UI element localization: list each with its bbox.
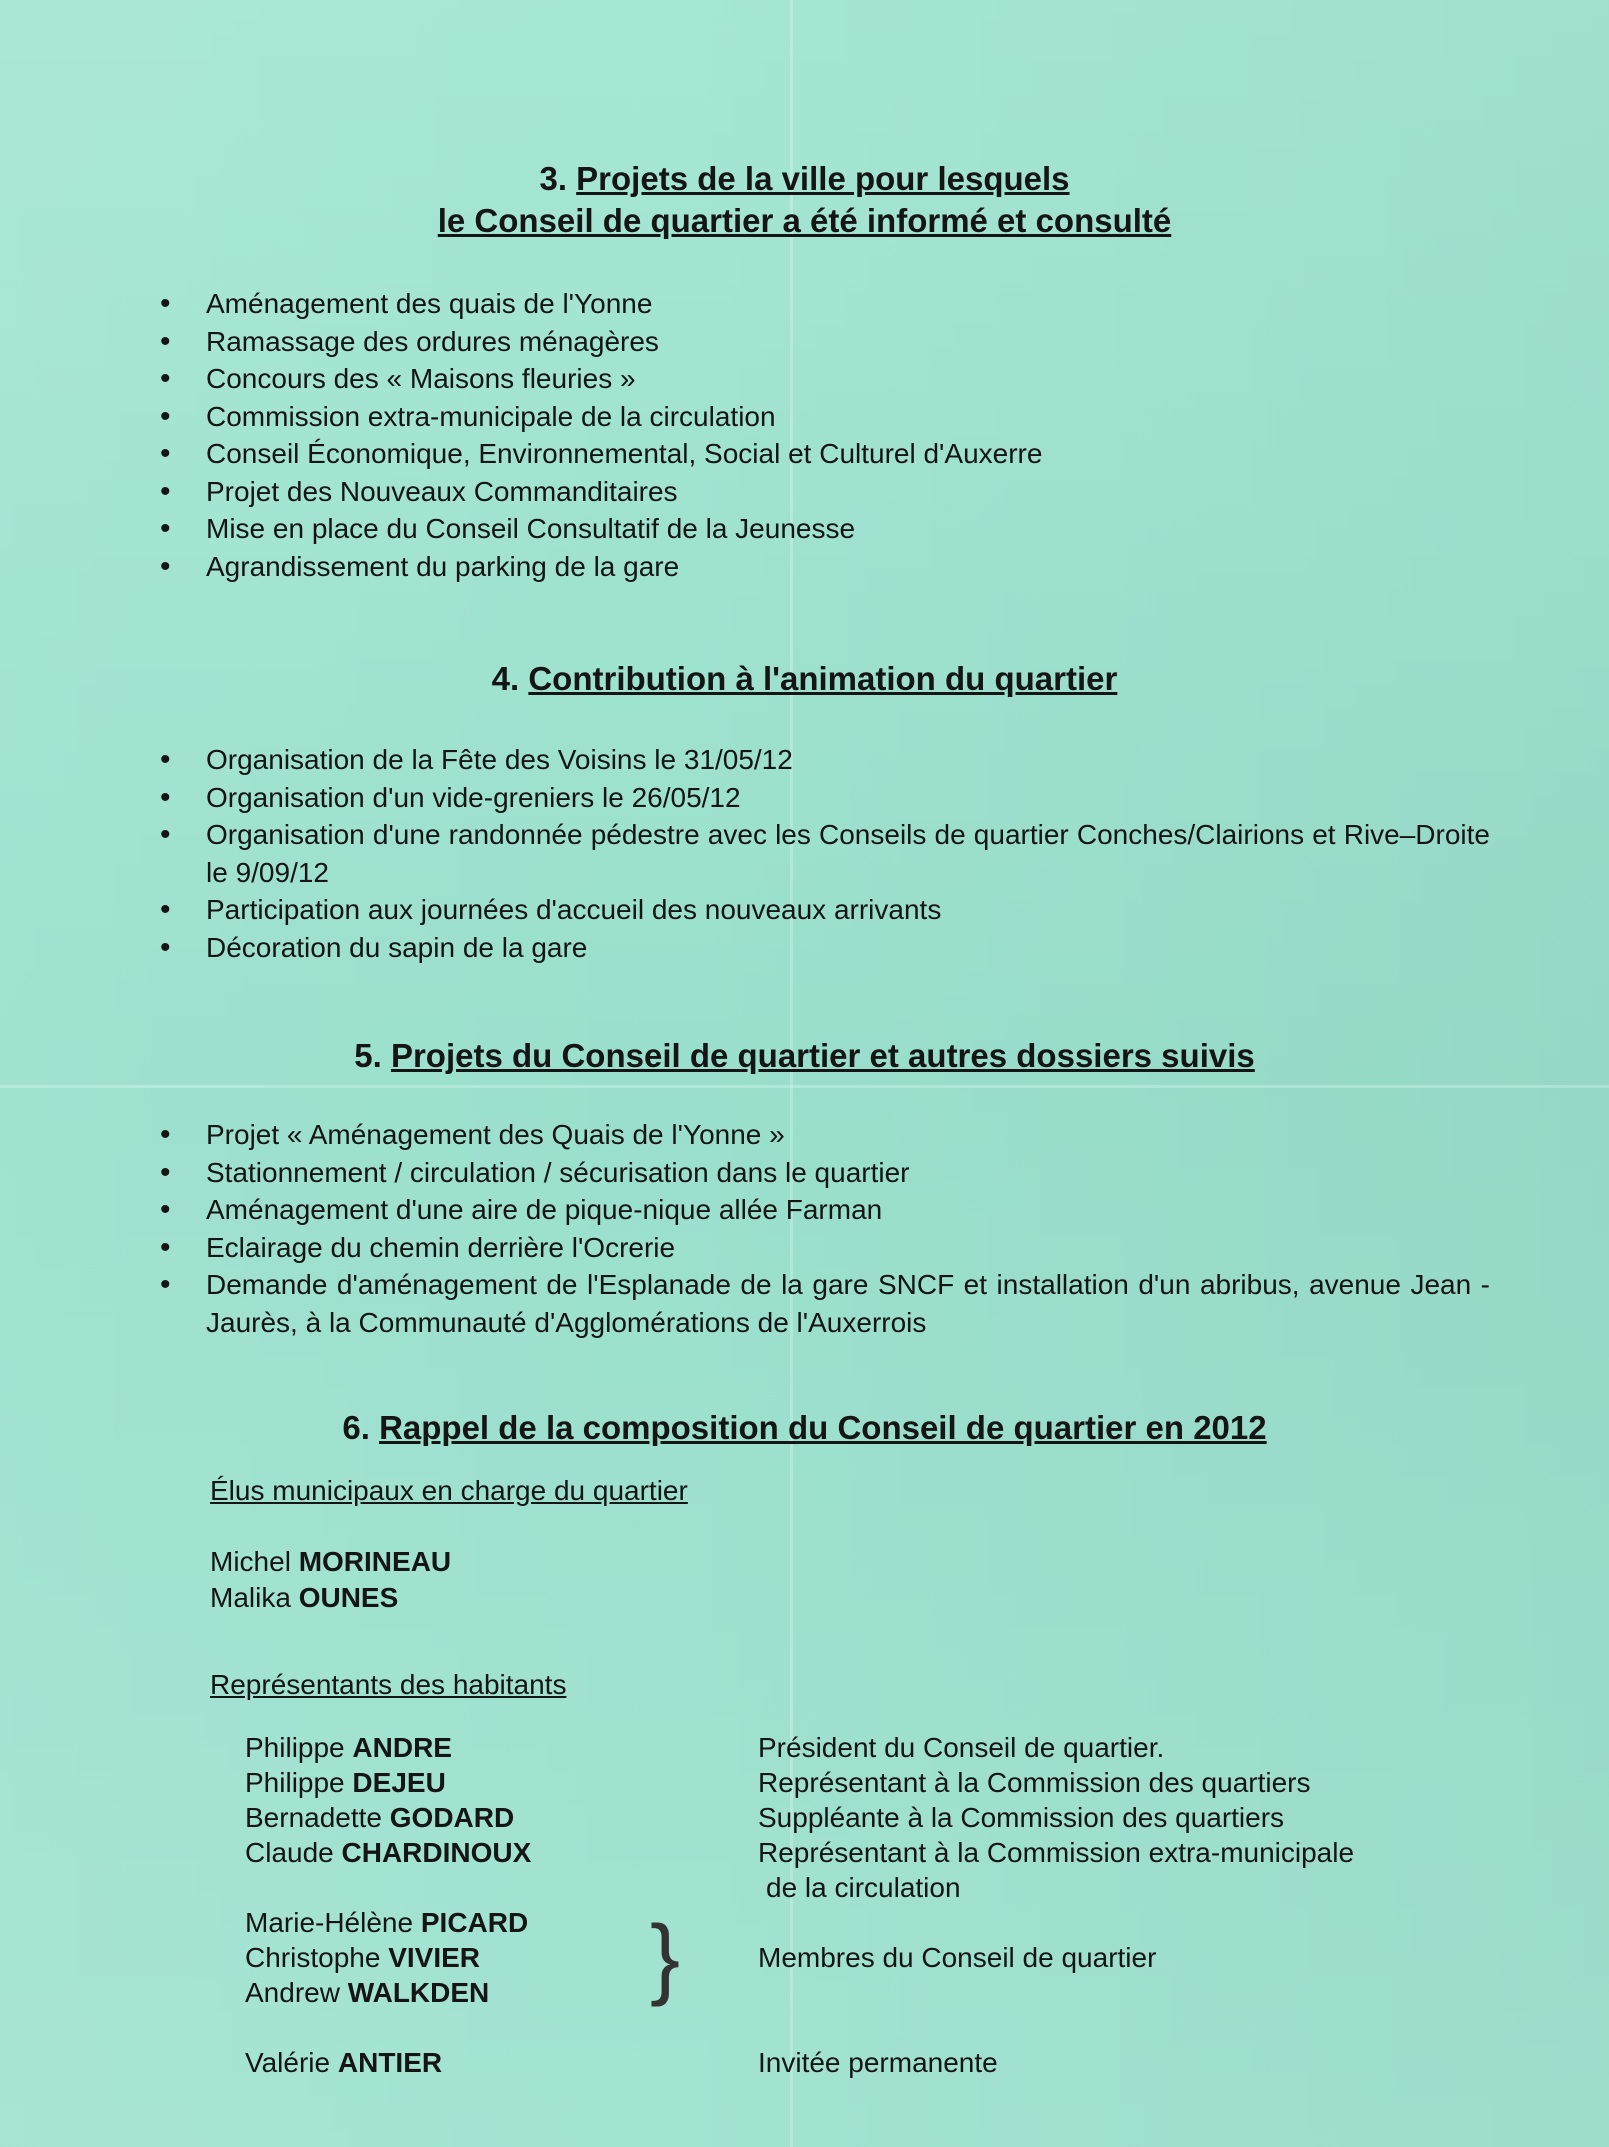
list-item: • Eclairage du chemin derrière l'Ocrerie bbox=[160, 1229, 1490, 1267]
section4-title bbox=[0, 658, 1609, 700]
invitee-role: Invitée permanente bbox=[758, 2047, 998, 2078]
list-item: • Projet des Nouveaux Commanditaires bbox=[160, 473, 1490, 511]
list-item: • Participation aux journées d'accueil des nouveaux arrivants bbox=[160, 891, 1490, 929]
list-item: • Organisation d'un vide-greniers le 26/05/12 bbox=[160, 779, 1490, 817]
representant-role-continued: de la circulation bbox=[766, 1872, 961, 1903]
section3-number: 3. bbox=[539, 160, 567, 197]
elu-name: Malika OUNES bbox=[210, 1582, 399, 1613]
section3-title-line2: le Conseil de quartier a été informé et consulté bbox=[437, 202, 1172, 239]
section4-title-text: Contribution à l'animation du quartier bbox=[528, 660, 1118, 697]
list-item: • Conseil Économique, Environnemental, Social et Culturel d'Auxerre bbox=[160, 435, 1490, 473]
section6-number: 6. bbox=[342, 1409, 370, 1446]
list-item: • Demande d'aménagement de l'Esplanade de la gare SNCF et installation d'un abribus, avenue Jean -Jaurès, à la Communauté d'Agglomérations de l'Auxerrois bbox=[160, 1266, 1490, 1341]
list-item: • Aménagement d'une aire de pique-nique allée Farman bbox=[160, 1191, 1490, 1229]
section5-number: 5. bbox=[354, 1037, 382, 1074]
list-item: • Organisation d'une randonnée pédestre avec les Conseils de quartier Conches/Clairions et Rive–Droite le 9/09/12 bbox=[160, 816, 1490, 891]
representant-name: Philippe ANDRE bbox=[245, 1732, 452, 1763]
list-item: • Décoration du sapin de la gare bbox=[160, 929, 1490, 967]
section3-title bbox=[0, 158, 1609, 200]
list-item: • Ramassage des ordures ménagères bbox=[160, 323, 1490, 361]
list-item: • Aménagement des quais de l'Yonne bbox=[160, 285, 1490, 323]
section6-title bbox=[0, 1407, 1609, 1449]
section4-list bbox=[160, 741, 1490, 966]
representant-name: Bernadette GODARD bbox=[245, 1802, 515, 1833]
list-item: • Concours des « Maisons fleuries » bbox=[160, 360, 1490, 398]
paper-fold-horizontal bbox=[0, 1085, 1609, 1088]
membre-name: Christophe VIVIER bbox=[245, 1942, 480, 1973]
list-item: • Projet « Aménagement des Quais de l'Yonne » bbox=[160, 1116, 1490, 1154]
list-item: • Stationnement / circulation / sécurisation dans le quartier bbox=[160, 1154, 1490, 1192]
section3-title-line1: Projets de la ville pour lesquels bbox=[576, 160, 1070, 197]
section6-title-text: Rappel de la composition du Conseil de quartier en 2012 bbox=[379, 1409, 1267, 1446]
section3-list bbox=[160, 285, 1490, 585]
representant-name: Claude CHARDINOUX bbox=[245, 1837, 532, 1868]
right-brace-icon: } bbox=[650, 1908, 681, 2008]
list-item: • Commission extra-municipale de la circulation bbox=[160, 398, 1490, 436]
membre-name: Andrew WALKDEN bbox=[245, 1977, 490, 2008]
representant-role: Représentant à la Commission extra-municipale bbox=[758, 1837, 1355, 1868]
representant-role: Suppléante à la Commission des quartiers bbox=[758, 1802, 1285, 1833]
section5-title-text: Projets du Conseil de quartier et autres dossiers suivis bbox=[390, 1037, 1255, 1074]
section3-title-2 bbox=[0, 200, 1609, 242]
elus-heading: Élus municipaux en charge du quartier bbox=[210, 1475, 688, 1506]
section5-title bbox=[0, 1035, 1609, 1077]
section5-list bbox=[160, 1116, 1490, 1341]
membre-name: Marie-Hélène PICARD bbox=[245, 1907, 529, 1938]
representant-role: Représentant à la Commission des quartiers bbox=[758, 1767, 1311, 1798]
list-item: • Organisation de la Fête des Voisins le 31/05/12 bbox=[160, 741, 1490, 779]
representant-name: Philippe DEJEU bbox=[245, 1767, 446, 1798]
section4-number: 4. bbox=[491, 660, 520, 697]
invitee-name: Valérie ANTIER bbox=[245, 2047, 443, 2078]
representant-role: Président du Conseil de quartier. bbox=[758, 1732, 1165, 1763]
list-item: • Mise en place du Conseil Consultatif de la Jeunesse bbox=[160, 510, 1490, 548]
elu-name: Michel MORINEAU bbox=[210, 1546, 452, 1577]
list-item: • Agrandissement du parking de la gare bbox=[160, 548, 1490, 586]
membres-role: Membres du Conseil de quartier bbox=[758, 1942, 1157, 1973]
representants-heading: Représentants des habitants bbox=[210, 1669, 567, 1700]
